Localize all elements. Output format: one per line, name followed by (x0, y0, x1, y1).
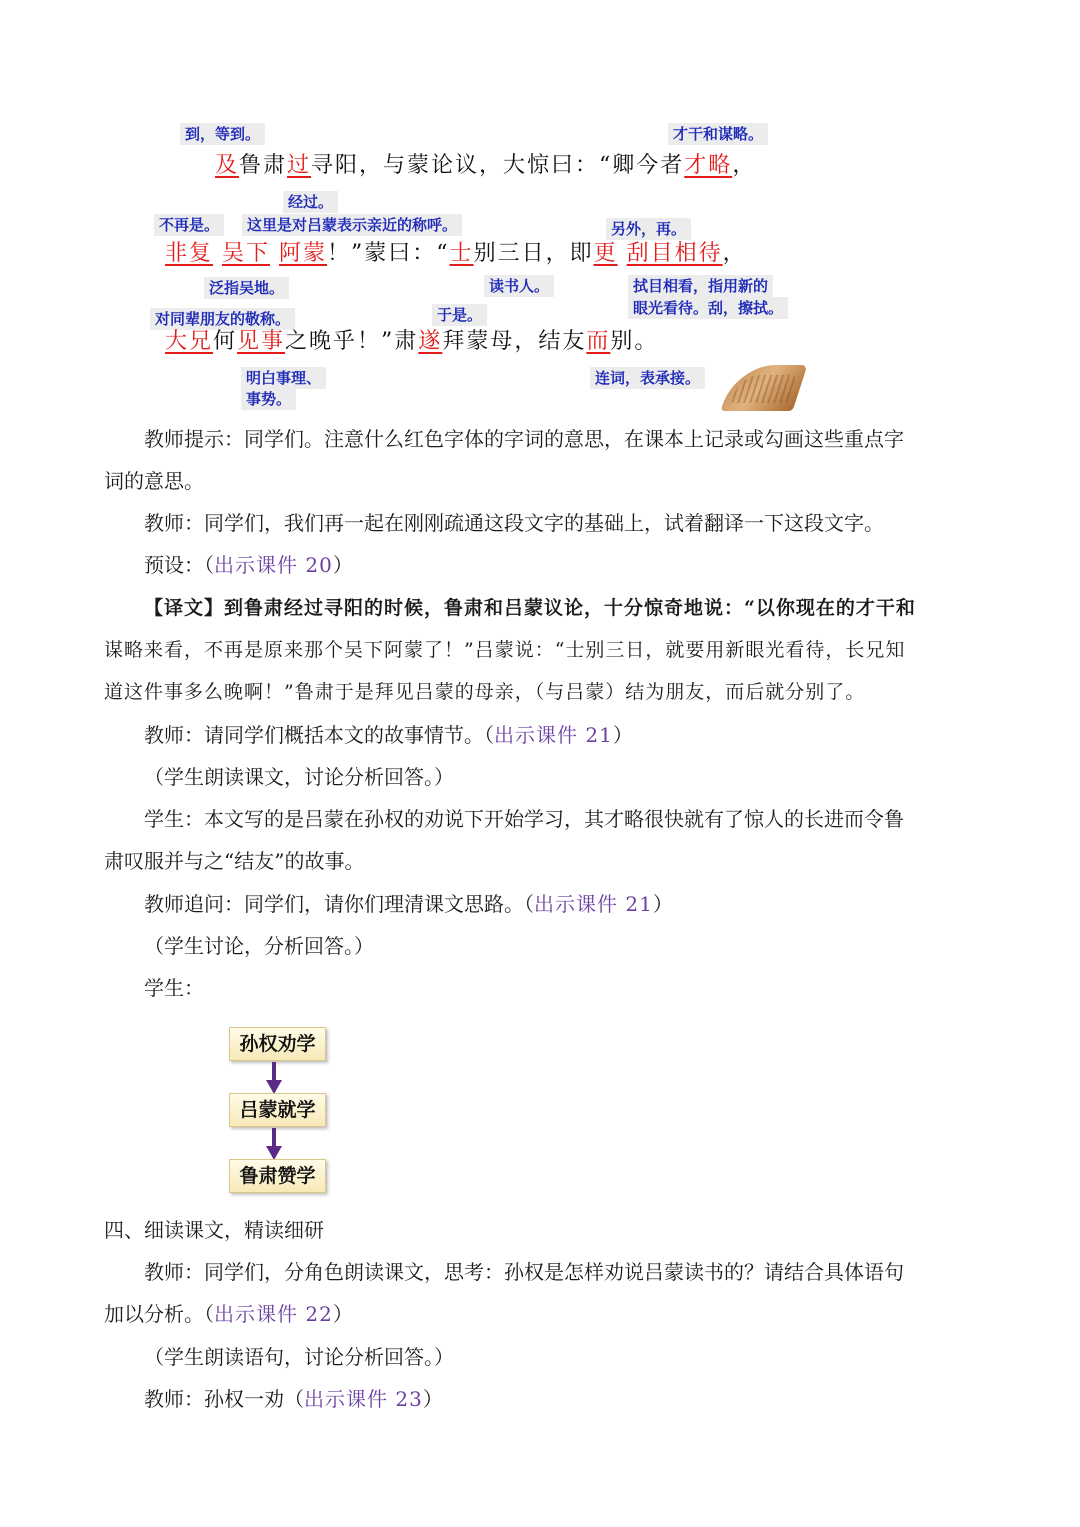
bamboo-scroll-image (721, 365, 808, 411)
note-lianci: 连词，表承接。 (590, 367, 705, 389)
section-heading-4: 四、细读课文，精读细研 (104, 1218, 324, 1242)
annotated-slide (150, 115, 820, 415)
note-jingcheng: 对同辈朋友的敬称。 (150, 308, 295, 330)
preset-line: 预设：（出示课件 20） (144, 553, 353, 577)
teacher-hint-paragraph: 教师提示：同学们。注意什么红色字体的字词的意思，在课本上记录或勾画这些重点字 (144, 427, 904, 451)
teacher-followup-paragraph: 教师追问：同学们，请你们理清课文思路。（出示课件 21） (144, 892, 673, 916)
note-bufushi: 不再是。 (154, 214, 224, 236)
note-mingbai-1: 明白事理、 (241, 367, 326, 389)
courseware-ref: 出示课件 22 (214, 1302, 333, 1326)
translation-line-2: 谋略来看，不再是原来那个吴下阿蒙了！”吕蒙说：“士别三日，就要用新眼光看待，长兄知 (104, 639, 906, 661)
flow-step-3: 鲁肃赞学 (229, 1159, 326, 1193)
teacher-first-persuasion: 教师：孙权一劝（出示课件 23） (144, 1387, 443, 1411)
teacher-translate-paragraph: 教师：同学们，我们再一起在刚刚疏通这段文字的基础上，试着翻译一下这段文字。 (144, 511, 884, 535)
note-dao: 到，等到。 (180, 123, 265, 145)
slide-line-3: 大兄何见事之晚乎！”肃遂拜蒙母，结友而别。 (165, 329, 659, 354)
note-fanzhi: 泛指吴地。 (204, 277, 289, 299)
flow-step-1: 孙权劝学 (229, 1027, 326, 1061)
student-label: 学生： (144, 976, 204, 1000)
student-roleplay-note: （学生朗读语句，讨论分析回答。） (144, 1345, 454, 1369)
flow-step-2: 吕蒙就学 (229, 1093, 326, 1127)
student-answer-continued: 肃叹服并与之“结友”的故事。 (104, 849, 365, 873)
slide-line-1: 及鲁肃过寻阳，与蒙论议，大惊曰：“卿今者才略， (215, 153, 757, 178)
student-discuss-note: （学生讨论，分析回答。） (144, 934, 374, 958)
flow-arrow-icon (266, 1062, 282, 1094)
teacher-hint-continued: 词的意思。 (104, 469, 204, 493)
courseware-ref: 出示课件 20 (214, 553, 333, 577)
flow-arrow-icon (266, 1128, 282, 1160)
note-caigan: 才干和谋略。 (668, 123, 768, 145)
note-shimu-2: 眼光看待。刮，擦拭。 (628, 297, 788, 319)
student-answer-paragraph: 学生：本文写的是吕蒙在孙权的劝说下开始学习，其才略很快就有了惊人的长进而令鲁 (144, 807, 904, 831)
teacher-summary-paragraph: 教师：请同学们概括本文的故事情节。（出示课件 21） (144, 723, 633, 747)
teacher-roleplay-paragraph: 教师：同学们，分角色朗读课文，思考：孙权是怎样劝说吕蒙读书的？请结合具体语句 (144, 1260, 904, 1284)
note-lingwai: 另外，再。 (606, 218, 691, 240)
courseware-ref: 出示课件 21 (534, 892, 653, 916)
note-jingguo: 经过。 (283, 191, 338, 213)
note-mingbai-2: 事势。 (241, 388, 296, 410)
teacher-roleplay-continued: 加以分析。（出示课件 22） (104, 1302, 353, 1326)
note-shimu-1: 拭目相看，指用新的 (628, 275, 773, 297)
slide-line-2: 非复 吴下 阿蒙！”蒙曰：“士别三日，即更 刮目相待， (165, 241, 747, 266)
translation-line-1: 【译文】到鲁肃经过寻阳的时候，鲁肃和吕蒙议论，十分惊奇地说：“以你现在的才干和 (144, 597, 916, 619)
note-qinjin: 这里是对吕蒙表示亲近的称呼。 (242, 214, 462, 236)
note-yushi: 于是。 (432, 304, 487, 326)
student-read-note: （学生朗读课文，讨论分析回答。） (144, 765, 454, 789)
courseware-ref: 出示课件 23 (304, 1387, 423, 1411)
courseware-ref: 出示课件 21 (494, 723, 613, 747)
note-dushuren: 读书人。 (484, 275, 554, 297)
translation-line-3: 道这件事多么晚啊！”鲁肃于是拜见吕蒙的母亲，（与吕蒙）结为朋友，而后就分别了。 (104, 681, 866, 703)
